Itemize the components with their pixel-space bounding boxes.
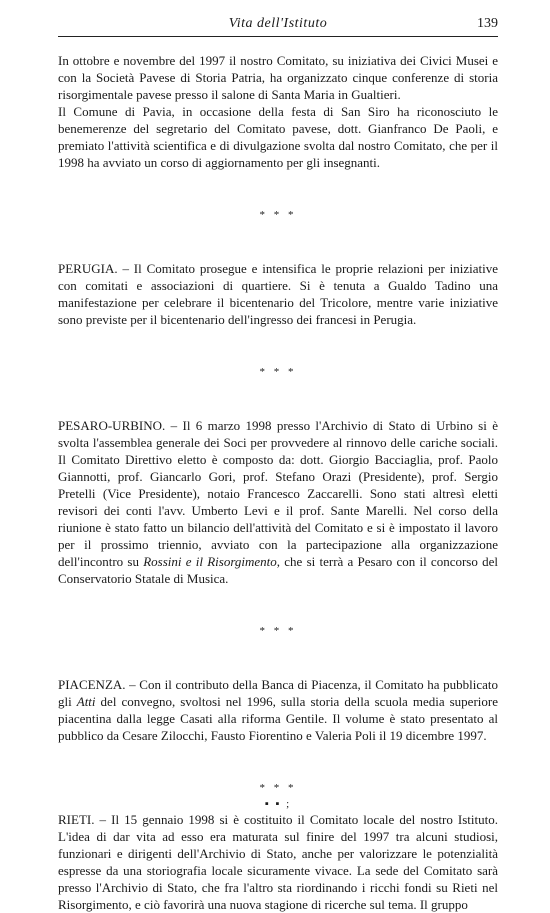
section-separator: * * * (259, 782, 297, 794)
section-separator: * * * (259, 625, 297, 637)
section-separator: * * * (259, 366, 297, 378)
pavia-text-1: In ottobre e novembre del 1997 il nostro Comitato, su iniziativa dei Civici Musei e con la Società Pavese di Storia Patria, ha organizzato cinque conferenze di storia risorgimentale pavese presso il salone di Santa Maria in Gualtieri. (58, 53, 498, 102)
stray-marks: ▪ ▪ ; (264, 798, 292, 810)
section-separator: * * * (259, 209, 297, 221)
pesaro-text-before: – Il 6 marzo 1998 presso l'Archivio di Stato di Urbino si è svolta l'assemblea generale dei Soci per provvedere al rinnovo delle cariche sociali. Il Comitato Direttivo eletto è composto da: dott. Giorgio Bacciaglia, prof. Paolo Giannotti, prof. Giancarlo Gori, prof. Stefano Orazi (Presidente), prof. Sergio Pretelli (Vice Presidente), notaio Francesco Zaccarelli. Sono stati altresì eletti revisori dei conti l'avv. Umberto Levi e il prof. Sante Marelli. Nel corso della riunione è stato fatto un bilancio dell'attività del Comitato e si è impostato il lavoro per il prossimo triennio, avviato con la partecipazione alla organizzazione dell'incontro su (58, 418, 498, 569)
pesaro-paragraph (58, 417, 498, 587)
body-text (58, 52, 498, 913)
pavia-paragraph-1 (58, 52, 498, 103)
perugia-text: – Il Comitato prosegue e intensifica le proprie relazioni per iniziative con comitati e associazioni di quartiere. Si è tenuta a Gualdo Tadino una manifestazione per celebrare il bicentenario del Tricolore, mentre varie iniziative sono previste per il bicentenario dell'ingresso dei francesi in Perugia. (58, 261, 498, 327)
pavia-text-2: Il Comune di Pavia, in occasione della festa di San Siro ha riconosciuto le benemerenze del segretario del Comitato pavese, dott. Gianfranco De Paoli, e premiato l'attività scientifica e di divulgazione svolta dal nostro Comitato, che per il 1998 ha avviato un corso di aggiornamento per gli insegnanti. (58, 104, 498, 170)
pavia-paragraph-2 (58, 103, 498, 171)
piacenza-text-before: – Con il contributo della Banca di Piacenza, il Comitato ha pubblicato gli (58, 677, 498, 709)
running-title: Vita dell'Istituto (228, 16, 328, 31)
page-header (58, 14, 498, 37)
piacenza-paragraph (58, 676, 498, 744)
rieti-heading: RIETI. (58, 812, 95, 827)
perugia-paragraph (58, 260, 498, 328)
perugia-heading: PERUGIA. (58, 261, 118, 276)
rieti-paragraph (58, 811, 498, 913)
pesaro-heading: PESARO-URBINO. (58, 418, 166, 433)
page-number: 139 (477, 16, 498, 31)
piacenza-italic-word: Atti (76, 694, 96, 709)
rieti-text: – Il 15 gennaio 1998 si è costituito il Comitato locale del nostro Istituto. L'idea di dar vita ad esso era maturata sul finire del 1997 tra alcuni studiosi, funzionari e dirigenti dell'Archivio di Stato, anche per valorizzare le potenzialità espresse da una storiografia locale sicuramente vivace. La sede del Comitato sarà presso l'Archivio di Stato, che fra l'altro sta riordinando i ricchi fondi su Rieti nel Risorgimento, e ciò favorirà una nuova stagione di ricerche sul tema. Il gruppo (58, 812, 498, 912)
pesaro-italic-title: Rossini e il Risorgimento (143, 554, 277, 569)
piacenza-heading: PIACENZA. (58, 677, 126, 692)
pesaro-text-after: , che si terrà a Pesaro con il concorso del Conservatorio Statale di Musica. (58, 554, 498, 586)
piacenza-text-after: del convegno, svoltosi nel 1996, sulla storia della scuola media superiore piacentina dalla legge Casati alla riforma Gentile. Il volume è stato presentato al pubblico da Cesare Zilocchi, Fausto Fiorentino e Valeria Poli il 19 dicembre 1997. (58, 694, 498, 743)
